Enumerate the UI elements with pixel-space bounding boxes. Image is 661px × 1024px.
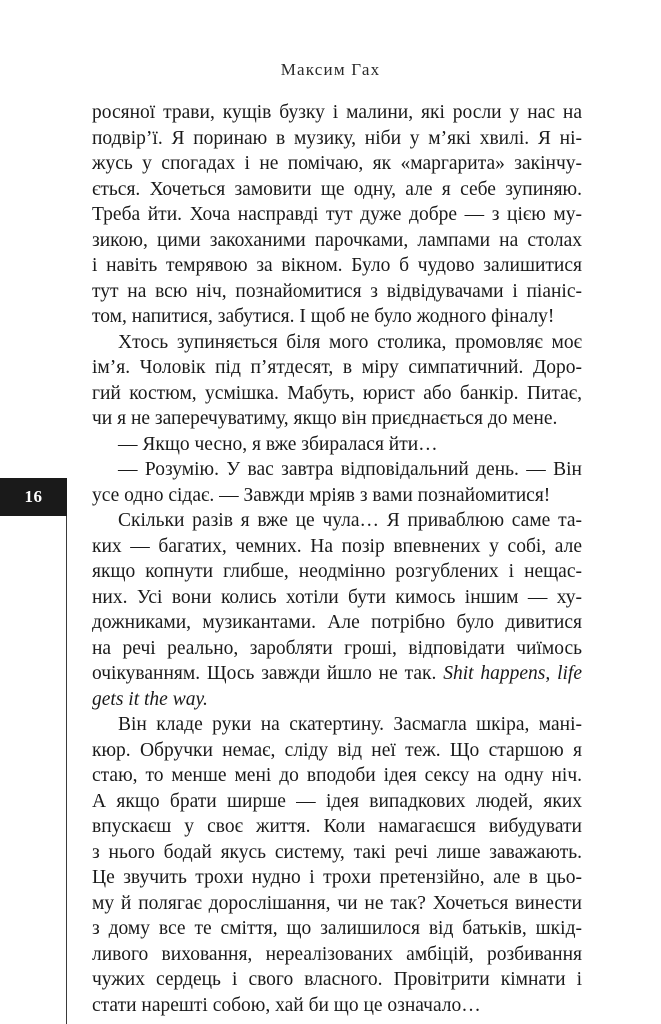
text-line: кюр. Обручки немає, сліду від неї теж. Що старшою я — [92, 739, 582, 761]
italic-text: Shit happens, life — [443, 663, 582, 684]
text-line: них. Усі вони колись хотіли бути кимось іншим — ху- — [92, 586, 582, 608]
text-run: очікуванням. Щось завжди йшло не так. — [92, 663, 437, 684]
text-line: дожниками, музикантами. Але потрібно було дивитися — [92, 612, 582, 633]
text-line: стати нарешті собою, хай би що це означало… — [92, 994, 481, 1016]
italic-text: gets it the way. — [92, 688, 208, 710]
text-line: Скільки разів я вже це чула… Я приваблюю саме та- — [118, 510, 582, 531]
text-line: на речі реально, заробляти гроші, відповідати чиїмось — [92, 637, 582, 659]
paragraph — [92, 330, 582, 432]
text-line: і навіть темрявою за вікном. Було б чудово залишитися — [92, 255, 582, 276]
running-head: Максим Гах — [280, 60, 381, 79]
text-line: подвір’ї. Я поринаю в музику, ніби у м’які хвилі. Я ні- — [92, 127, 582, 149]
text-line: Це звучить трохи нудно і трохи претензійно, але в цьо- — [92, 867, 582, 888]
body-text — [92, 100, 582, 1018]
text-line: чужих сердець і свого власного. Провітрити кімнати і — [92, 969, 582, 990]
page-number: 16 — [0, 478, 67, 516]
text-line: з нього бодай якусь систему, такі речі лише заважають. — [92, 841, 582, 863]
paragraph — [92, 457, 582, 508]
text-line: жусь у спогадах і не помічаю, як «маргарита» закінчу- — [92, 153, 582, 174]
text-line: А якщо брати ширше — ідея випадкових людей, яких — [92, 790, 582, 812]
text-line: — Розумію. У вас завтра відповідальний день. — Він — [118, 459, 582, 480]
text-line: ливого виховання, нереалізованих амбіцій, розбивання — [92, 943, 582, 965]
text-line: ких — багатих, чемних. На позір впевнених у собі, але — [92, 535, 582, 557]
text-line: впускаєш у своє життя. Коли намагаєшся вибудувати — [92, 816, 582, 837]
text-line — [92, 687, 582, 713]
text-line: Треба йти. Хоча насправді тут дуже добре — з цією му- — [92, 204, 582, 225]
text-line: тут на всю ніч, познайомитися з відвідувачами і піаніс- — [92, 280, 582, 302]
margin-rule — [66, 506, 67, 1024]
text-line: з дому все те сміття, що залишилося від батьків, шкід- — [92, 918, 582, 939]
text-line: том, напитися, забутися. І щоб не було жодного фіналу! — [92, 306, 555, 327]
text-line: якщо копнути глибше, неодмінно розгублених і нещас- — [92, 561, 582, 582]
paragraph — [92, 712, 582, 1018]
text-line: ється. Хочеться замовити ще одну, але я себе зупиняю. — [92, 178, 582, 200]
paragraph — [92, 508, 582, 712]
text-line — [92, 661, 582, 687]
text-line: му й полягає дорослішання, чи не так? Хочеться винести — [92, 892, 582, 914]
text-line: Він кладе руки на скатертину. Засмагла шкіра, мані- — [118, 714, 582, 735]
paragraph — [92, 432, 582, 458]
text-line: зикою, цими закоханими парочками, лампами на столах — [92, 229, 582, 251]
text-line: Хтось зупиняється біля мого столика, промовляє моє — [118, 331, 582, 353]
text-line: чи я не заперечуватиму, якщо він приєднається до мене. — [92, 408, 558, 429]
text-line: — Якщо чесно, я вже збиралася йти… — [118, 433, 438, 455]
paragraph — [92, 100, 582, 330]
text-line: росяної трави, кущів бузку і малини, які росли у нас на — [92, 102, 582, 123]
text-line: стаю, то менше мені до вподоби ідея сексу на одну ніч. — [92, 765, 582, 786]
text-line: усе одно сідає. — Завжди мріяв з вами познайомитися! — [92, 484, 551, 506]
text-line: ім’я. Чоловік під п’ятдесят, в міру симпатичний. Дорo- — [92, 357, 582, 378]
text-line: гий костюм, усмішка. Мабуть, юрист або банкір. Питає, — [92, 382, 582, 404]
